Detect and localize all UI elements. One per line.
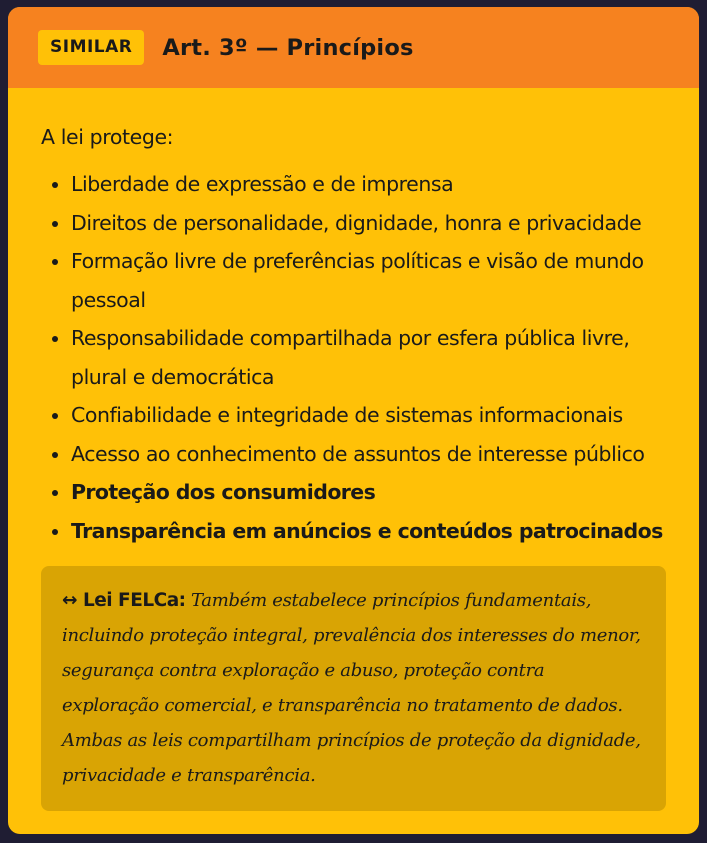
card-header [8,7,699,88]
principle-item: • Acesso ao conhecimento de assuntos de interesse público [71,435,666,474]
principle-item-highlighted: • Proteção dos consumidores [71,473,666,512]
principle-item: • Formação livre de preferências políticas e visão de mundo pessoal [71,242,666,319]
principles-list [41,165,666,550]
principle-item-highlighted: • Transparência em anúncios e conteúdos patrocinados [71,512,666,551]
felca-comparison-note [41,566,666,811]
card-body [8,88,699,811]
principle-item: • Direitos de personalidade, dignidade, honra e privacidade [71,204,666,243]
principle-item: • Confiabilidade e integridade de sistemas informacionais [71,396,666,435]
note-text: Também estabelece princípios fundamentais, incluindo proteção integral, prevalência dos interesses do menor, segurança contra exploração e abuso, proteção contra exploração comercial, e transparência no tratamento de dados. Ambas as leis compartilham princípios de proteção da dignidade, privacidade e transparência. [62,590,641,786]
principle-item: • Liberdade de expressão e de imprensa [71,165,666,204]
similar-badge: SIMILAR [38,30,144,65]
comparison-card [8,7,699,834]
intro-text: A lei protege: [41,125,174,149]
note-label: ↔ Lei FELCa: [62,590,186,611]
article-title: Art. 3º — Princípios [162,34,414,61]
principle-item: • Responsabilidade compartilhada por esfera pública livre, plural e democrática [71,319,666,396]
